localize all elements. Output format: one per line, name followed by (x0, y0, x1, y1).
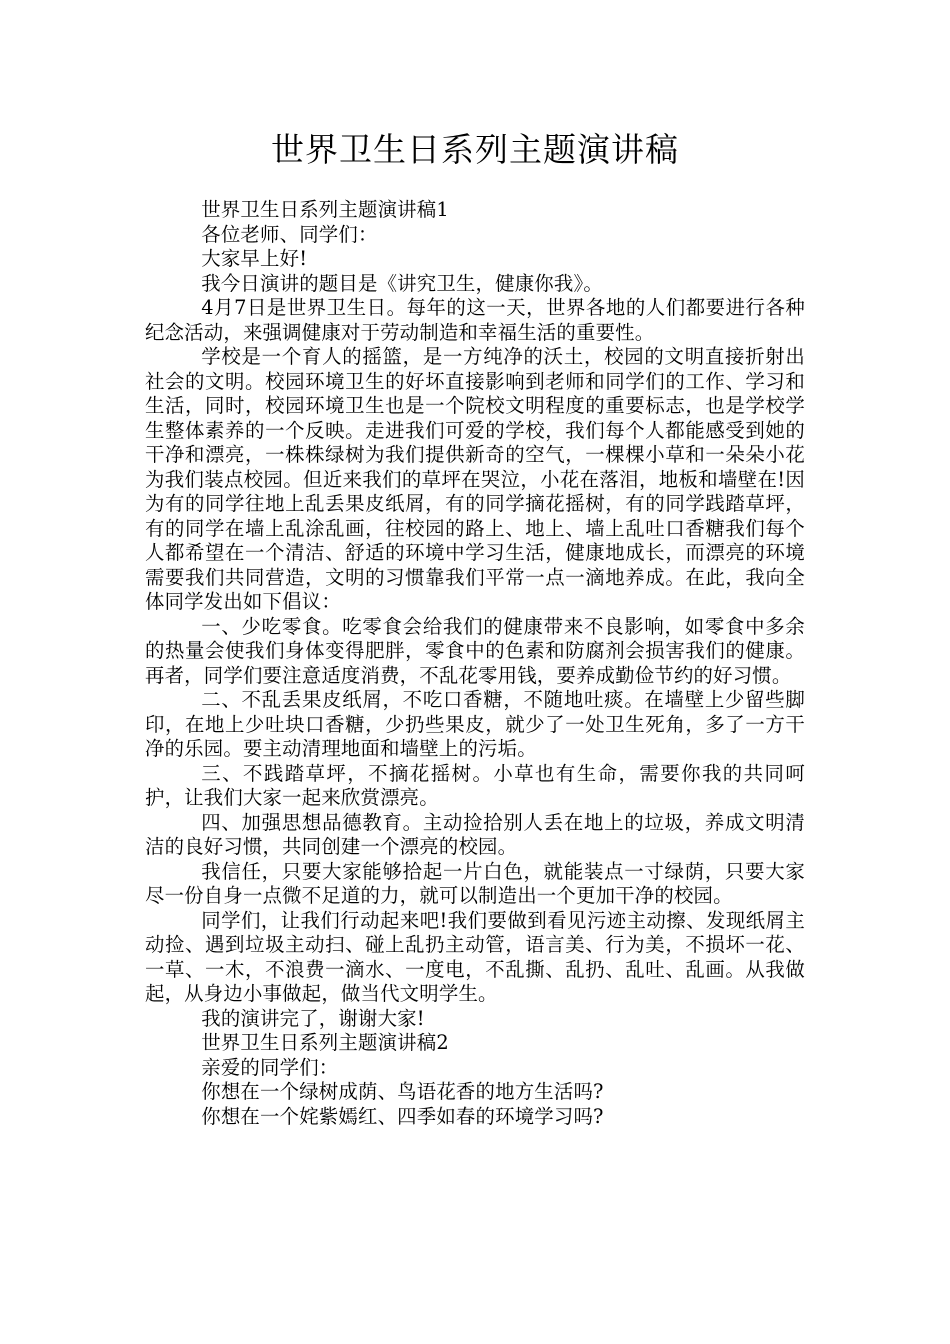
paragraph-topic: 我今日演讲的题目是《讲究卫生，健康你我》。 (201, 271, 603, 295)
paragraph-proposal-2: 二、不乱丢果皮纸屑，不吃口香糖，不随地吐痰。在墙壁上少留些脚印，在地上少吐块口香糖，少扔些果皮，就少了一处卫生死角，多了一方干净的乐园。要主动清理地面和墙壁上的污垢。 (145, 688, 805, 760)
paragraph-call-to-action: 同学们，让我们行动起来吧!我们要做到看见污迹主动擦、发现纸屑主动捡、遇到垃圾主动扫、碰上乱扔主动管，语言美、行为美，不损坏一花、一草、一木，不浪费一滴水、一度电，不乱撕、乱扔、乱吐、乱画。从我做起，从身边小事做起，做当代文明学生。 (145, 908, 805, 1005)
paragraph-heading-1: 世界卫生日系列主题演讲稿1 (201, 198, 449, 221)
paragraph-closing: 我的演讲完了，谢谢大家! (201, 1006, 425, 1030)
paragraph-question-1: 你想在一个绿树成荫、鸟语花香的地方生活吗? (201, 1080, 604, 1103)
paragraph-intro: 4月7日是世界卫生日。每年的这一天，世界各地的人们都要进行各种纪念活动，来强调健康对于劳动制造和幸福生活的重要性。 (145, 296, 805, 344)
paragraph-school: 学校是一个育人的摇篮，是一方纯净的沃土，校园的文明直接折射出社会的文明。校园环境卫生的好坏直接影响到老师和同学们的工作、学习和生活，同时，校园环境卫生也是一个院校文明程度的重要标志，也是学校学生整体素养的一个反映。走进我们可爱的学校，我们每个人都能感受到她的干净和漂亮，一株株绿树为我们提供新奇的空气，一棵棵小草和一朵朵小花为我们装点校园。但近来我们的草坪在哭泣，小花在落泪，地板和墙壁在!因为有的同学往地上乱丢果皮纸屑，有的同学摘花摇树，有的同学践踏草坪，有的同学在墙上乱涂乱画，往校园的路上、地上、墙上乱吐口香糖我们每个人都希望在一个清洁、舒适的环境中学习生活，健康地成长，而漂亮的环境需要我们共同营造，文明的习惯靠我们平常一点一滴地养成。在此，我向全体同学发出如下倡议： (145, 345, 805, 613)
paragraph-proposal-3: 三、不践踏草坪，不摘花摇树。小草也有生命，需要你我的共同呵护，让我们大家一起来欣赏漂亮。 (145, 761, 805, 809)
paragraph-belief: 我信任，只要大家能够拾起一片白色，就能装点一寸绿荫，只要大家尽一份自身一点微不足道的力，就可以制造出一个更加干净的校园。 (145, 859, 805, 907)
document-page (145, 128, 805, 1129)
paragraph-greeting-2: 亲爱的同学们： (201, 1055, 339, 1079)
paragraph-heading-2: 世界卫生日系列主题演讲稿2 (201, 1031, 449, 1054)
paragraph-proposal-4: 四、加强思想品德教育。主动捡拾别人丢在地上的垃圾，养成文明清洁的良好习惯，共同创建一个漂亮的校园。 (145, 810, 805, 858)
paragraph-morning: 大家早上好! (201, 247, 308, 270)
document-title: 世界卫生日系列主题演讲稿 (271, 130, 679, 169)
paragraph-greeting: 各位老师、同学们： (201, 222, 378, 246)
paragraph-proposal-1: 一、少吃零食。吃零食会给我们的健康带来不良影响，如零食中多余的热量会使我们身体变得肥胖，零食中的色素和防腐剂会损害我们的健康。再者，同学们要注意适度消费，不乱花零用钱，要养成勤俭节约的好习惯。 (145, 614, 805, 687)
paragraph-question-2: 你想在一个姹紫嫣红、四季如春的环境学习吗? (201, 1104, 604, 1128)
